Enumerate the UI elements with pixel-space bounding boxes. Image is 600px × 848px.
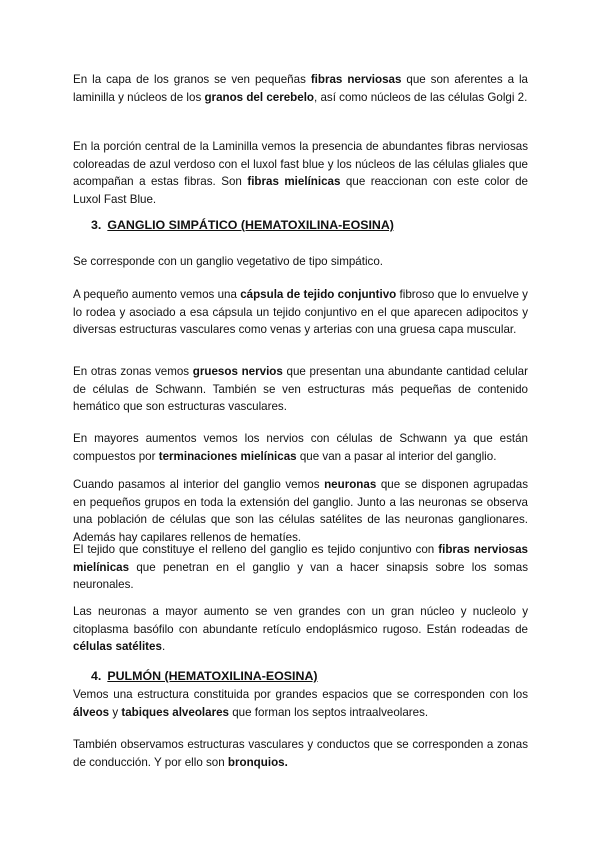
paragraph-alveolos: Vemos una estructura constituida por grandes espacios que se corresponden con los álveos y tabiques alveolares que forman los septos intraalveolares. (73, 688, 528, 719)
paragraph-laminilla: En la porción central de la Laminilla vemos la presencia de abundantes fibras nerviosas coloreadas de azul verdoso con el luxol fast blue y los núcleos de las células gliales que acompañan a estas fibras. Son fibras mielínicas que reaccionan con este color de Luxol Fast Blue. (73, 140, 528, 206)
paragraph-schwann: En mayores aumentos vemos los nervios con células de Schwann ya que están compuestos por terminaciones mielínicas que van a pasar al interior del ganglio. (73, 432, 528, 463)
section-heading-ganglio: 3. GANGLIO SIMPÁTICO (HEMATOXILINA-EOSINA) (91, 218, 394, 232)
paragraph-satelites: Las neuronas a mayor aumento se ven grandes con un gran núcleo y nucleolo y citoplasma basófilo con abundante retículo endoplásmico rugoso. Están rodeadas de células satélites. (73, 605, 528, 654)
paragraph-neuronas: Cuando pasamos al interior del ganglio vemos neuronas que se disponen agrupadas en pequeños grupos en toda la extensión del ganglio. Junto a las neuronas se observa una población de células que son las células satélites de las neuronas ganglionares. Además hay capilares rellenos de hematíes. (73, 478, 528, 544)
paragraph-bronquios: También observamos estructuras vasculares y conductos que se corresponden a zonas de conducción. Y por ello son bronquios. (73, 738, 528, 769)
section-heading-pulmon: 4. PULMÓN (HEMATOXILINA-EOSINA) (91, 669, 318, 683)
paragraph-ganglio-intro: Se corresponde con un ganglio vegetativo de tipo simpático. (73, 255, 384, 268)
paragraph-capsula: A pequeño aumento vemos una cápsula de tejido conjuntivo fibroso que lo envuelve y lo rodea y asociado a esa cápsula un tejido conjuntivo en el que aparecen adipocitos y diversas estructuras vasculares como venas y arterias con una gruesa capa muscular. (73, 288, 528, 337)
paragraph-relleno: El tejido que constituye el relleno del ganglio es tejido conjuntivo con fibras nerviosas mielínicas que penetran en el ganglio y van a hacer sinapsis sobre los somas neuronales. (73, 543, 528, 592)
paragraph-nervios: En otras zonas vemos gruesos nervios que presentan una abundante cantidad celular de células de Schwann. También se ven estructuras más pequeñas de contenido hemático que son estructuras vasculares. (73, 365, 528, 414)
paragraph-granos: En la capa de los granos se ven pequeñas fibras nerviosas que son aferentes a la laminilla y núcleos de los granos del cerebelo, así como núcleos de las células Golgi 2. (73, 73, 528, 104)
